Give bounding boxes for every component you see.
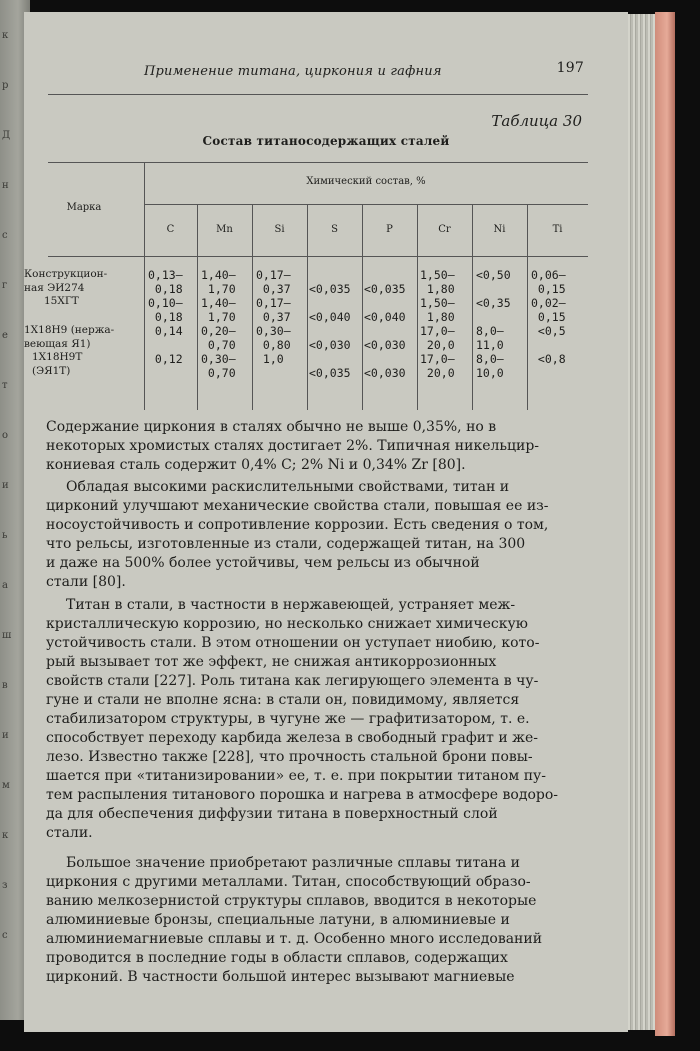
table-top-rule [48,162,588,163]
page-number: 197 [556,60,584,76]
grade-cell-group-2 [24,324,144,378]
text-line: цирконий. В частности большой интерес вызывают магниевые [46,969,515,985]
paragraph-4 [46,854,586,987]
text-line: стали [80]. [46,574,126,590]
grade-cell: 15ХГТ [44,295,79,307]
text-line: Титан в стали, в частности в нержавеющей, устраняет меж- [66,597,516,613]
grade-cell: ная ЭИ274 [24,281,85,294]
previous-page-fragment: г [2,280,8,291]
running-header [144,60,588,79]
text-line: стабилизатором структуры, в чугуне же — графитизатором, т. е. [46,711,530,727]
paragraph-3 [46,596,586,843]
previous-page-fragment: о [2,430,9,441]
table-cell-cr: 1,50— 1,80 1,50— 1,80 17,0— 20,0 17,0— 20,0 [420,268,455,380]
text-line: циркония с другими металлами. Титан, способствующий образо- [46,874,531,890]
text-line: и даже на 500% более устойчивы, чем рельсы из обычной [46,555,480,571]
text-line: тем распыления титанового порошка и нагрева в атмосфере водоро- [46,787,559,803]
text-line: лезо. Известно также [228], что прочность стальной брони повы- [46,749,533,765]
grade-cell: 1Х18Н9 (нержа- [24,324,115,336]
text-line: способствует переходу карбида железа в свободный графит и же- [46,730,539,746]
composition-rule [144,204,588,205]
text-line: устойчивость стали. В этом отношении он уступает ниобию, кото- [46,635,540,651]
table-header-rule [48,256,588,257]
grade-cell: (ЭЯ1Т) [32,364,71,377]
text-line: рый вызывает тот же эффект, не снижая антикоррозионных [46,654,497,670]
text-line: цирконий улучшают механические свойства стали, повышая ее из- [46,498,549,514]
text-line: кониевая сталь содержит 0,4% С; 2% Ni и 0,34% Zr [80]. [46,457,466,473]
text-line: некоторых хромистых сталях достигает 2%. Типичная никельцир- [46,438,540,454]
grade-header: Марка [66,202,102,213]
text-line: что рельсы, изготовленные из стали, содержащей титан, на 300 [46,536,526,552]
column-header-p: P [386,224,393,235]
text-line: алюминиемагниевые сплавы и т. д. Особенно много исследований [46,931,543,947]
previous-page-fragment: и [2,730,9,741]
text-line: кристаллическую коррозию, но несколько снижает химическую [46,616,528,632]
text-line: гуне и стали не вполне ясна: в стали он, повидимому, является [46,692,520,708]
table-cell-c: 0,13— 0,18 0,10— 0,18 0,14 0,12 [148,268,183,366]
text-line: свойств стали [227]. Роль титана как легирующего элемента в чу- [46,673,539,689]
table-cell-si: 0,17— 0,37 0,17— 0,37 0,30— 0,80 1,0 [256,268,291,366]
table-cell-ti: 0,06— 0,15 0,02— 0,15 <0,5 <0,8 [531,268,566,366]
page-block-edge [626,14,656,1030]
table-cell-mn: 1,40— 1,70 1,40— 1,70 0,20— 0,70 0,30— 0,70 [201,268,236,380]
table-cell-ni: <0,50 <0,35 8,0— 11,0 8,0— 10,0 [476,268,511,380]
text-line: да для обеспечения диффузии титана в поверхностный слой [46,806,498,822]
grade-column-rule [144,162,145,410]
previous-page-fragment: е [2,330,8,341]
previous-page-fragment: т [2,380,8,391]
book-cover-edge [655,12,675,1036]
previous-page-fragment: а [2,580,8,591]
text-line: Большое значение приобретают различные сплавы титана и [66,855,521,871]
grade-cell: 1Х18Н9Т [32,351,83,363]
column-header-ti: Ti [552,224,563,235]
column-header-si: Si [274,224,285,235]
grade-cell: Конструкцион- [24,268,108,280]
column-header-c: C [166,224,175,235]
previous-page-fragment: м [2,780,10,791]
text-line: носоустойчивость и сопротивление коррозии. Есть сведения о том, [46,517,549,533]
previous-page-fragment: с [2,230,8,241]
previous-page-fragment: к [2,830,9,841]
header-rule [48,94,588,95]
text-line: стали. [46,825,93,841]
previous-page-fragment: р [2,80,9,91]
paragraph-2 [46,478,586,592]
column-header-s: S [331,224,338,235]
previous-page-fragment: з [2,880,8,891]
text-line: ванию мелкозернистой структуры сплавов, вводится в некоторые [46,893,537,909]
grade-cell: веющая Я1) [24,337,91,350]
column-header-mn: Mn [216,224,233,235]
book-page [24,12,628,1032]
previous-page-fragment: Д [2,130,11,141]
running-title: Применение титана, циркония и гафния [144,64,442,79]
previous-page-fragment: к [2,30,9,41]
table-cell-s: <0,035 <0,040 <0,030 <0,035 [309,282,351,380]
previous-page-fragment: ш [2,630,12,641]
previous-page-fragment: и [2,480,9,491]
text-line: проводится в последние годы в области сплавов, содержащих [46,950,508,966]
composition-header: Химический состав, % [306,176,426,187]
previous-page-fragment: н [2,180,9,191]
column-header-ni: Ni [493,224,506,235]
grade-cell-group-1 [24,268,144,309]
previous-page-fragment: в [2,680,8,691]
text-line: Обладая высокими раскислительными свойствами, титан и [66,479,510,495]
paragraph-1 [46,418,586,475]
text-line: алюминиевые бронзы, специальные латуни, в алюминиевые и [46,912,510,928]
previous-page-fragment: с [2,930,8,941]
column-header-cr: Cr [438,224,451,235]
table-title: Состав титаносодержащих сталей [202,134,450,148]
text-line: Содержание циркония в сталях обычно не выше 0,35%, но в [46,419,497,435]
table-cell-p: <0,035 <0,040 <0,030 <0,030 [364,282,406,380]
table-number: Таблица 30 [491,112,582,130]
previous-page-fragment: ь [2,530,8,541]
text-line: шается при «титанизировании» ее, т. е. при покрытии титаном пу- [46,768,546,784]
